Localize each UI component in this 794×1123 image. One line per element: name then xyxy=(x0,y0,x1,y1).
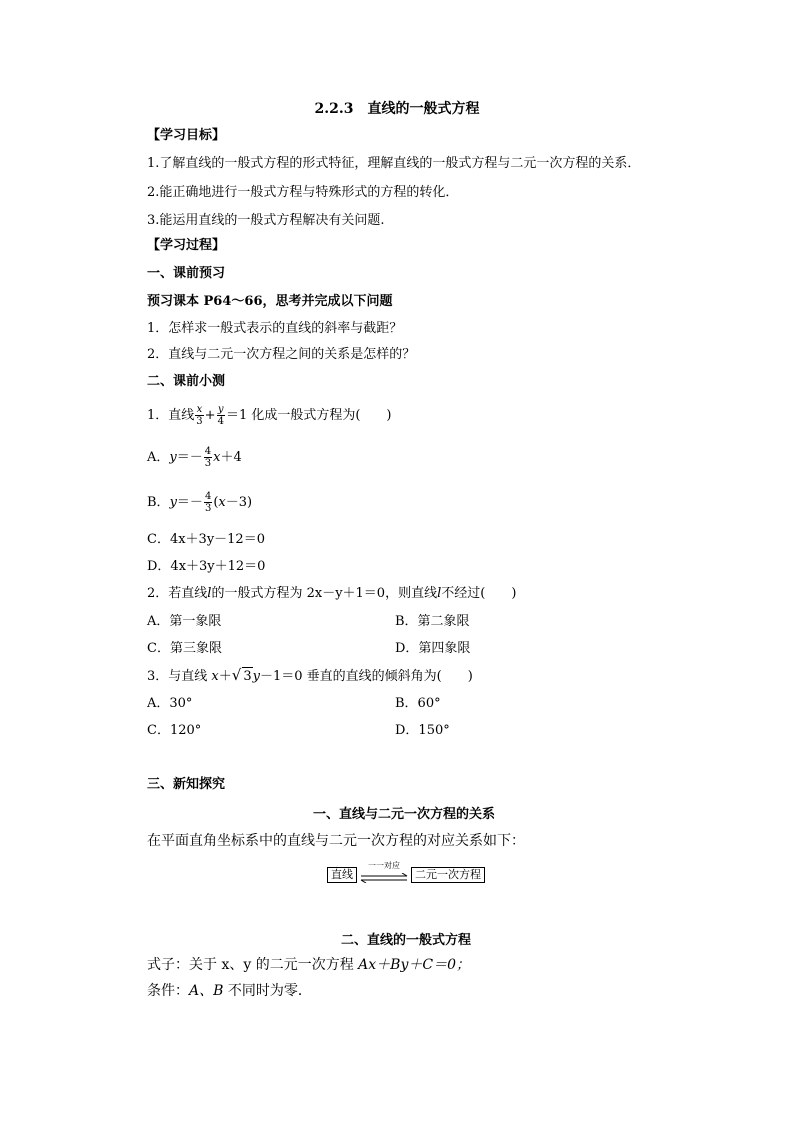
quiz-q1-option-b: B．y＝－ $\frac{4}{3}$ (x－3) xyxy=(147,491,253,514)
section3-subheading-1: 一、直线与二元一次方程的关系 xyxy=(313,807,496,822)
correspondence-diagram xyxy=(327,861,485,886)
diagram-equation-box: 二元一次方程 xyxy=(411,867,485,883)
section1-intro: 预习课本 P64～66，思考并完成以下问题 xyxy=(147,294,393,309)
goals-heading: 【学习目标】 xyxy=(147,128,226,143)
general-form-formula: 式子：关于 x、y 的二元一次方程 Ax＋By＋C＝0； xyxy=(147,957,470,973)
section2-heading: 二、课前小测 xyxy=(147,374,226,389)
general-form-condition: 条件：A、B 不同时为零． xyxy=(147,983,312,999)
section1-heading: 一、课前预习 xyxy=(147,266,226,281)
process-heading: 【学习过程】 xyxy=(147,238,226,253)
quiz-q2-option-b: B．第二象限 xyxy=(395,614,470,629)
preview-question-1: 1．怎样求一般式表示的直线的斜率与截距？ xyxy=(147,321,403,336)
fraction-y-over-4: $\frac{y}{4}$ xyxy=(217,404,224,427)
quiz-q1-option-a: A．y＝－ $\frac{4}{3}$ x＋4 xyxy=(147,446,242,469)
quiz-q2-option-a: A．第一象限 xyxy=(147,614,222,629)
goal-3: 3.能运用直线的一般式方程解决有关问题. xyxy=(147,213,385,228)
quiz-q3-option-d: D．150° xyxy=(395,723,450,738)
quiz-q2-option-c: C．第三象限 xyxy=(147,641,222,656)
section3-subheading-2: 二、直线的一般式方程 xyxy=(341,933,472,948)
quiz-q3-option-c: C．120° xyxy=(147,723,202,738)
quiz-q1-option-c: C．4x＋3y－12＝0 xyxy=(147,532,265,547)
preview-question-2: 2．直线与二元一次方程之间的关系是怎样的？ xyxy=(147,347,416,362)
quiz-question-1: 1．直线 $\frac{x}{3}$ + $\frac{y}{4}$ ＝1 化成一般式方程为( ) xyxy=(147,404,392,427)
quiz-q1-option-d: D．4x＋3y＋12＝0 xyxy=(147,559,266,574)
quiz-q2-option-d: D．第四象限 xyxy=(395,641,471,656)
diagram-line-box: 直线 xyxy=(327,867,357,883)
goal-2: 2.能正确地进行一般式方程与特殊形式的方程的转化． xyxy=(147,185,459,200)
sqrt-3: 3 xyxy=(243,669,252,684)
quiz-question-3: 3．与直线 x＋√ 3y－1＝0 垂直的直线的倾斜角为( ) xyxy=(147,666,473,684)
goal-1: 1.了解直线的一般式方程的形式特征，理解直线的一般式方程与二元一次方程的关系． xyxy=(147,156,641,171)
double-arrow-icon xyxy=(359,861,409,886)
fraction-x-over-3: $\frac{x}{3}$ xyxy=(196,404,203,427)
quiz-question-2: 2．若直线l的一般式方程为 2x－y＋1＝0，则直线l不经过( ) xyxy=(147,586,517,601)
quiz-q3-option-a: A．30° xyxy=(147,696,193,711)
section3-heading: 三、新知探究 xyxy=(147,777,226,792)
section3-relation-text: 在平面直角坐标系中的直线与二元一次方程的对应关系如下： xyxy=(147,833,525,849)
page-title: 2.2.3 直线的一般式方程 xyxy=(314,101,480,117)
quiz-q3-option-b: B．60° xyxy=(395,696,441,711)
diagram-arrow-label: 一一对应 xyxy=(368,861,400,870)
